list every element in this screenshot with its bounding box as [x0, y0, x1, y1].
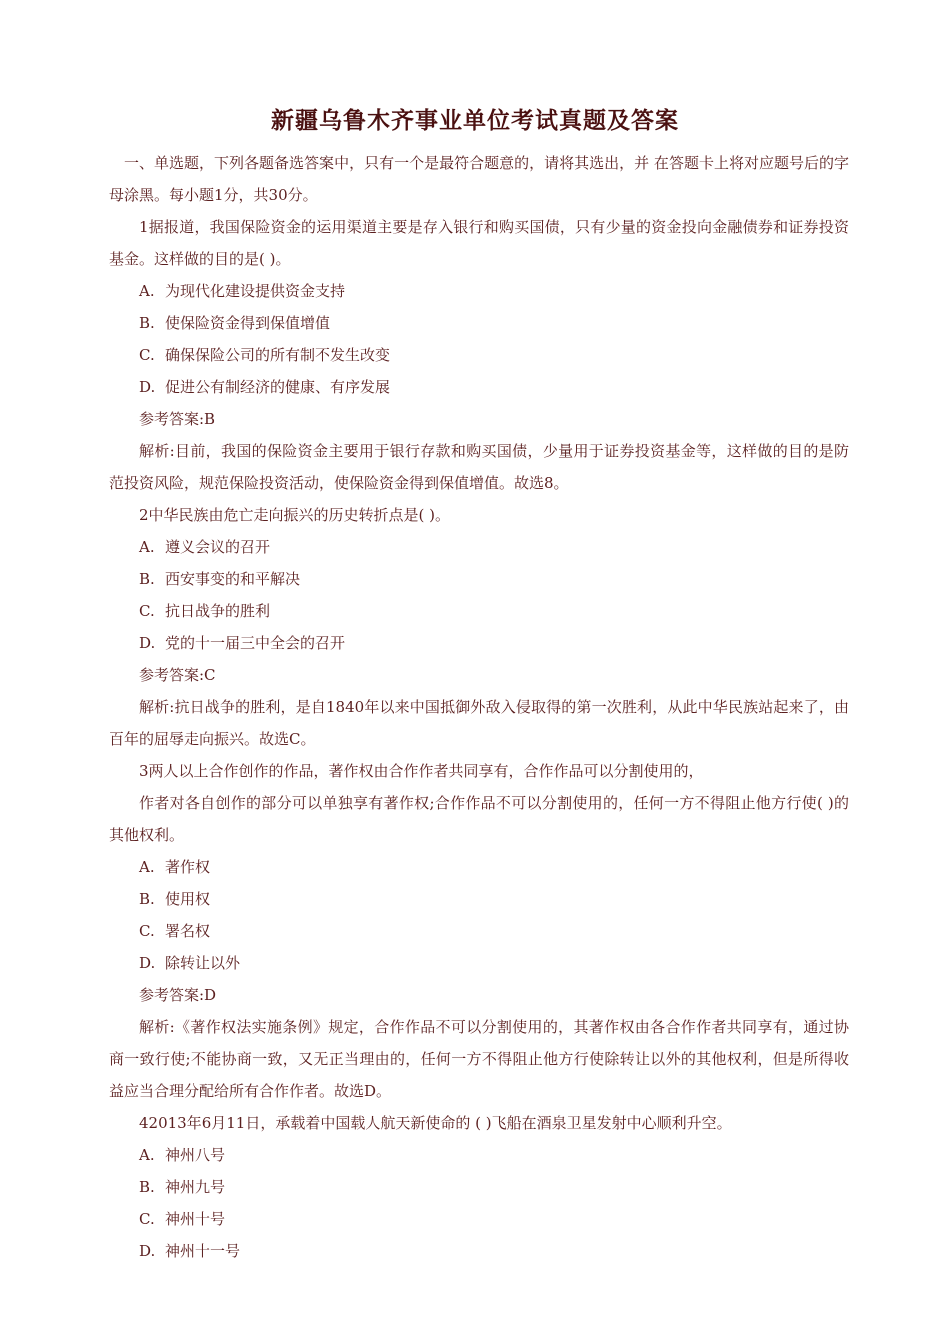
- option-letter: D.: [139, 1242, 156, 1260]
- option-b: [109, 1171, 849, 1203]
- option-letter: B.: [139, 1178, 155, 1196]
- option-letter: C.: [139, 922, 155, 940]
- option-a: [109, 531, 849, 563]
- option-c: [109, 595, 849, 627]
- option-d: [109, 371, 849, 403]
- option-text: 著作权: [165, 858, 211, 876]
- option-text: 使用权: [165, 890, 211, 908]
- option-letter: A.: [139, 282, 155, 300]
- reference-answer: 参考答案:B: [139, 410, 216, 428]
- option-letter: B.: [139, 890, 155, 908]
- option-b: [109, 883, 849, 915]
- option-b: [109, 563, 849, 595]
- answer-analysis: 解析:《著作权法实施条例》规定，合作作品不可以分割使用的，其著作权由各合作作者共同享有，通过协商一致行使;不能协商一致，又无正当理由的，任何一方不得阻止他方行使除转让以外的其他权利，但是所得收益应当合理分配给所有合作作者。故选D。: [109, 1018, 849, 1100]
- option-letter: A.: [139, 538, 155, 556]
- option-letter: B.: [139, 570, 155, 588]
- answer-analysis: 解析:目前，我国的保险资金主要用于银行存款和购买国债，少量用于证券投资基金等，这样做的目的是防范投资风险，规范保险投资活动，使保险资金得到保值增值。故选8。: [109, 442, 849, 492]
- reference-answer: 参考答案:C: [139, 666, 216, 684]
- option-letter: D.: [139, 378, 156, 396]
- question-stem-continued: 作者对各自创作的部分可以单独享有著作权;合作作品不可以分割使用的，任何一方不得阻止他方行使( )的其他权利。: [109, 794, 849, 844]
- option-letter: D.: [139, 954, 156, 972]
- option-text: 西安事变的和平解决: [165, 570, 301, 588]
- option-letter: A.: [139, 858, 155, 876]
- option-d: [109, 627, 849, 659]
- option-text: 神州十一号: [165, 1242, 241, 1260]
- option-text: 除转让以外: [165, 954, 241, 972]
- question-stem: 2中华民族由危亡走向振兴的历史转折点是( )。: [139, 506, 451, 524]
- option-letter: A.: [139, 1146, 155, 1164]
- option-d: [109, 1235, 849, 1267]
- option-text: 神州九号: [165, 1178, 226, 1196]
- option-c: [109, 339, 849, 371]
- question-stem: 3两人以上合作创作的作品，著作权由合作作者共同享有，合作作品可以分割使用的，: [139, 762, 704, 780]
- option-text: 确保保险公司的所有制不发生改变: [165, 346, 391, 364]
- option-c: [109, 1203, 849, 1235]
- option-text: 使保险资金得到保值增值: [165, 314, 331, 332]
- option-text: 署名权: [165, 922, 211, 940]
- option-d: [109, 947, 849, 979]
- section-intro: 一、单选题，下列各题备选答案中，只有一个是最符合题意的，请将其选出，并 在答题卡上将对应题号后的字母涂黑。每小题1分，共30分。: [109, 154, 849, 204]
- option-a: [109, 851, 849, 883]
- option-a: [109, 1139, 849, 1171]
- page-title: 新疆乌鲁木齐事业单位考试真题及答案: [271, 107, 679, 134]
- answer-analysis: 解析:抗日战争的胜利，是自1840年以来中国抵御外敌入侵取得的第一次胜利，从此中华民族站起来了，由百年的屈辱走向振兴。故选C。: [109, 698, 849, 748]
- option-b: [109, 307, 849, 339]
- option-text: 为现代化建设提供资金支持: [165, 282, 346, 300]
- option-text: 党的十一届三中全会的召开: [165, 634, 346, 652]
- reference-answer: 参考答案:D: [139, 986, 217, 1004]
- option-text: 神州十号: [165, 1210, 226, 1228]
- question-stem: 1据报道，我国保险资金的运用渠道主要是存入银行和购买国债，只有少量的资金投向金融债券和证券投资基金。这样做的目的是( )。: [109, 218, 849, 268]
- option-letter: B.: [139, 314, 155, 332]
- option-letter: C.: [139, 346, 155, 364]
- option-text: 抗日战争的胜利: [165, 602, 271, 620]
- option-c: [109, 915, 849, 947]
- option-letter: C.: [139, 1210, 155, 1228]
- option-letter: D.: [139, 634, 156, 652]
- option-text: 遵义会议的召开: [165, 538, 271, 556]
- option-text: 神州八号: [165, 1146, 226, 1164]
- question-stem: 42013年6月11日，承载着中国载人航天新使命的 ( )飞船在酒泉卫星发射中心顺利升空。: [139, 1114, 732, 1132]
- option-a: [109, 275, 849, 307]
- option-letter: C.: [139, 602, 155, 620]
- option-text: 促进公有制经济的健康、有序发展: [165, 378, 391, 396]
- document-body: [109, 147, 849, 1267]
